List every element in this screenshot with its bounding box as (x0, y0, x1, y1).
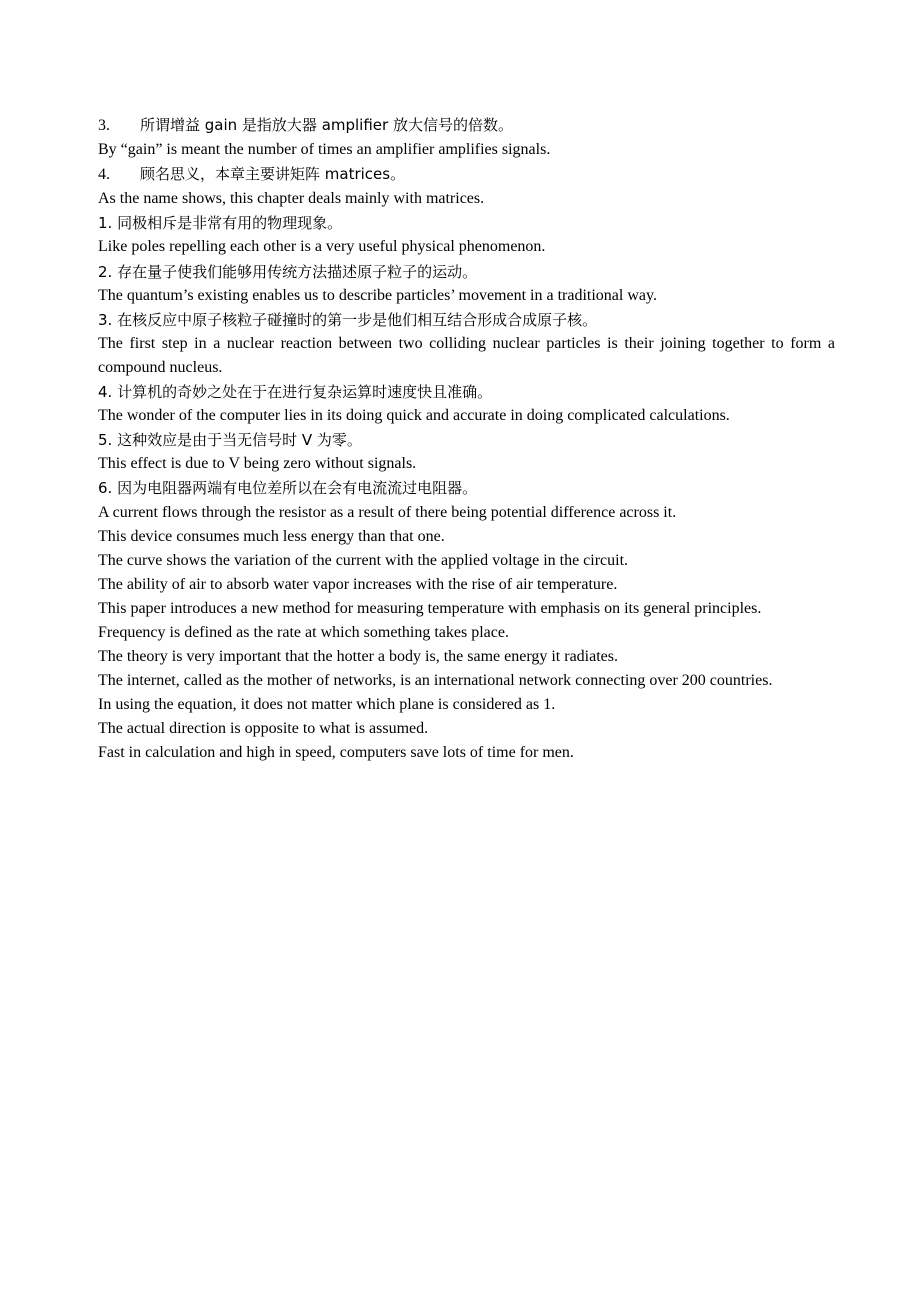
sentence-6-english: A current flows through the resistor as a result of there being potential difference across it. (98, 503, 677, 521)
sentence-5-english: This effect is due to V being zero without signals. (98, 455, 417, 473)
english-sentence: The curve shows the variation of the current with the applied voltage in the circuit. (98, 551, 629, 569)
exercise-4-chinese (98, 162, 835, 187)
sentence-1-english: Like poles repelling each other is a very useful physical phenomenon. (98, 238, 546, 256)
item-number: 3. (98, 117, 110, 134)
sentence-2-chinese: 2. 存在量子使我们能够用传统方法描述原子粒子的运动。 (98, 262, 478, 281)
english-sentence: In using the equation, it does not matter which plane is considered as 1. (98, 696, 556, 714)
sentence-4-chinese: 4. 计算机的奇妙之处在于在进行复杂运算时速度快且准确。 (98, 383, 493, 402)
exercise-3-english: By “gain” is meant the number of times an amplifier amplifies signals. (98, 141, 551, 159)
exercise-4-english: As the name shows, this chapter deals mainly with matrices. (98, 190, 485, 208)
sentence-3-english: The first step in a nuclear reaction between two colliding nuclear particles is their joining together to form a compound nucleus. (98, 334, 835, 376)
english-sentence: Frequency is defined as the rate at which something takes place. (98, 623, 509, 641)
english-sentence: The internet, called as the mother of networks, is an international network connecting over 200 countries. (98, 672, 773, 690)
exercise-3-chinese (98, 113, 835, 138)
english-sentence: The ability of air to absorb water vapor increases with the rise of air temperature. (98, 575, 618, 593)
item-text: 顾名思义，本章主要讲矩阵 matrices。 (140, 165, 406, 184)
item-number: 4. (98, 166, 110, 184)
sentence-4-english: The wonder of the computer lies in its doing quick and accurate in doing complicated calculations. (98, 407, 730, 425)
document-page (98, 113, 835, 766)
item-text: 所谓增益 gain 是指放大器 amplifier 放大信号的倍数。 (140, 116, 513, 134)
sentence-6-chinese: 6. 因为电阻器两端有电位差所以在会有电流流过电阻器。 (98, 479, 478, 498)
english-sentence: The theory is very important that the hotter a body is, the same energy it radiates. (98, 648, 618, 666)
sentence-2-english: The quantum’s existing enables us to describe particles’ movement in a traditional way. (98, 286, 657, 304)
english-sentence: This device consumes much less energy than that one. (98, 527, 445, 545)
english-sentence: The actual direction is opposite to what is assumed. (98, 720, 429, 738)
sentence-3-chinese: 3. 在核反应中原子核粒子碰撞时的第一步是他们相互结合形成合成原子核。 (98, 310, 598, 329)
english-sentence: Fast in calculation and high in speed, computers save lots of time for men. (98, 744, 574, 762)
english-sentence: This paper introduces a new method for measuring temperature with emphasis on its general principles. (98, 599, 762, 617)
sentence-5-chinese: 5. 这种效应是由于当无信号时 V 为零。 (98, 431, 362, 450)
sentence-1-chinese: 1. 同极相斥是非常有用的物理现象。 (98, 214, 343, 233)
